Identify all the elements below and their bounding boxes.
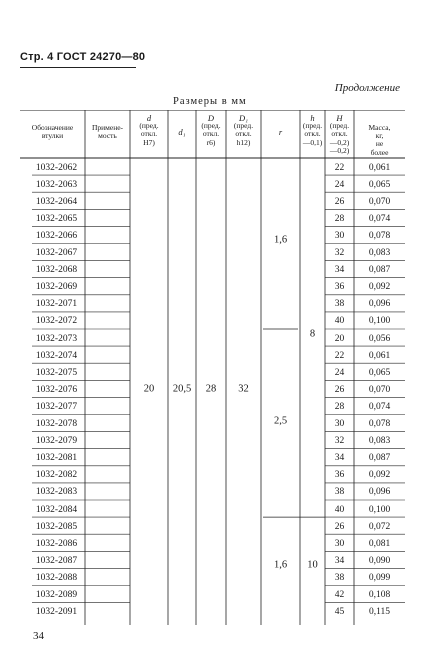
- row-designation: 1032-2082: [35, 470, 78, 481]
- row-designation: 1032-2069: [35, 282, 78, 293]
- row-height-H: 36: [334, 470, 345, 481]
- header-rule: [20, 67, 136, 68]
- row-designation: 1032-2062: [35, 162, 78, 173]
- merged-h-group1: 8: [309, 328, 316, 340]
- merged-r-group1: 1,6: [273, 234, 288, 246]
- column-header: [234, 114, 253, 147]
- column-header: [330, 114, 349, 155]
- row-mass: 0,065: [368, 179, 391, 190]
- row-height-H: 26: [334, 384, 345, 395]
- row-mass: 0,100: [368, 316, 391, 327]
- row-mass: 0,108: [368, 590, 391, 601]
- continued-label: Продолжение: [334, 82, 400, 94]
- row-mass: 0,065: [368, 367, 391, 378]
- column-header-symbol: r: [278, 127, 283, 137]
- row-height-H: 22: [334, 350, 345, 361]
- row-mass: 0,096: [368, 487, 391, 498]
- column-header-line: (пред.: [302, 121, 323, 131]
- row-designation: 1032-2075: [35, 367, 78, 378]
- row-height-H: 36: [334, 282, 345, 293]
- row-designation: 1032-2067: [35, 248, 78, 259]
- row-height-H: 40: [334, 504, 345, 515]
- sizes-caption: Размеры в мм: [173, 96, 247, 107]
- row-mass: 0,081: [368, 538, 391, 549]
- column-header-line: r6): [206, 137, 216, 147]
- row-mass: 0,115: [368, 607, 391, 618]
- column-header: [201, 114, 220, 147]
- column-header: [32, 124, 73, 140]
- column-header-symbol: h: [310, 113, 315, 123]
- column-header-line: мость: [98, 131, 117, 141]
- row-designation: 1032-2079: [35, 436, 78, 447]
- row-designation: 1032-2077: [35, 401, 78, 412]
- column-header-line: —0,2): [329, 145, 350, 155]
- row-mass: 0,083: [368, 436, 391, 447]
- row-designation: 1032-2083: [35, 487, 78, 498]
- row-height-H: 32: [334, 436, 345, 447]
- row-designation: 1032-2084: [35, 504, 78, 515]
- merged-D1: 32: [238, 383, 249, 395]
- row-mass: 0,070: [368, 384, 391, 395]
- column-header: [139, 114, 158, 147]
- row-designation: 1032-2087: [35, 555, 78, 566]
- merged-d: 20: [143, 383, 155, 395]
- page-number: 34: [33, 630, 44, 642]
- dimensions-table: [20, 110, 405, 625]
- row-designation: 1032-2064: [35, 196, 78, 207]
- row-height-H: 26: [334, 521, 345, 532]
- row-designation: 1032-2076: [35, 384, 78, 395]
- row-mass: 0,096: [368, 299, 391, 310]
- row-mass: 0,078: [368, 419, 391, 430]
- column-header-line: откл.: [331, 129, 348, 139]
- row-mass: 0,061: [368, 162, 391, 173]
- row-mass: 0,083: [368, 248, 391, 259]
- column-header-line: —0,2): [329, 137, 350, 147]
- column-header-line: Обозначение: [31, 123, 74, 132]
- row-height-H: 40: [334, 316, 345, 327]
- column-header-symbol: D: [207, 113, 215, 123]
- row-designation: 1032-2085: [35, 521, 78, 532]
- row-mass: 0,090: [368, 555, 391, 566]
- row-designation: 1032-2068: [35, 265, 78, 276]
- row-mass: 0,092: [368, 282, 391, 293]
- row-height-H: 22: [334, 162, 345, 173]
- row-designation: 1032-2086: [35, 538, 78, 549]
- row-height-H: 38: [334, 299, 345, 310]
- merged-r-group2: 2,5: [273, 415, 288, 427]
- row-mass: 0,099: [368, 572, 391, 583]
- column-header-line: (пред.: [329, 121, 350, 131]
- row-mass: 0,061: [368, 350, 391, 361]
- column-header-line: h12): [236, 137, 251, 147]
- row-height-H: 24: [334, 367, 345, 378]
- page-header: Стр. 4 ГОСТ 24270—80: [20, 51, 146, 63]
- column-header-symbol: D₁: [238, 113, 249, 123]
- column-header-line: (пред.: [233, 121, 254, 131]
- row-height-H: 32: [334, 248, 345, 259]
- row-designation: 1032-2071: [35, 299, 78, 310]
- column-header: [367, 124, 393, 157]
- row-height-H: 34: [334, 453, 345, 464]
- row-height-H: 30: [334, 419, 345, 430]
- merged-d1: 20,5: [172, 383, 192, 395]
- row-designation: 1032-2072: [35, 316, 78, 327]
- column-header: [92, 124, 123, 140]
- column-header-line: откл.: [304, 129, 321, 139]
- row-height-H: 28: [334, 401, 345, 412]
- column-header-line: Масса, кг,: [368, 123, 391, 141]
- row-designation: 1032-2091: [35, 607, 78, 618]
- column-header-line: H7): [143, 137, 155, 147]
- row-designation: 1032-2081: [35, 453, 78, 464]
- row-mass: 0,078: [368, 230, 391, 241]
- column-header-line: (пред.: [139, 121, 159, 131]
- row-mass: 0,070: [368, 196, 391, 207]
- row-height-H: 24: [334, 179, 345, 190]
- row-height-H: 42: [334, 590, 345, 601]
- column-header-symbol: d₁: [178, 127, 186, 137]
- row-height-H: 26: [334, 196, 345, 207]
- row-designation: 1032-2089: [35, 590, 78, 601]
- merged-D: 28: [205, 383, 217, 395]
- row-mass: 0,100: [368, 504, 391, 515]
- row-height-H: 28: [334, 213, 345, 224]
- column-header-line: откл.: [235, 129, 252, 139]
- row-height-H: 30: [334, 538, 345, 549]
- row-designation: 1032-2074: [35, 350, 78, 361]
- table-grid: [20, 110, 405, 625]
- merged-r-group3: 1,6: [273, 559, 288, 571]
- column-header-line: откл.: [140, 129, 158, 139]
- row-mass: 0,056: [368, 333, 391, 344]
- column-header-symbol: H: [336, 113, 343, 123]
- row-designation: 1032-2063: [35, 179, 78, 190]
- row-mass: 0,087: [368, 453, 391, 464]
- row-height-H: 38: [334, 487, 345, 498]
- column-header: [303, 114, 322, 147]
- row-designation: 1032-2088: [35, 572, 78, 583]
- row-designation: 1032-2066: [35, 230, 78, 241]
- row-height-H: 34: [334, 265, 345, 276]
- row-designation: 1032-2078: [35, 419, 78, 430]
- row-mass: 0,072: [368, 521, 391, 532]
- row-designation: 1032-2065: [35, 213, 78, 224]
- row-mass: 0,074: [368, 213, 391, 224]
- row-height-H: 34: [334, 555, 345, 566]
- column-header-line: (пред.: [201, 121, 221, 131]
- column-header: [178, 128, 185, 136]
- column-header: [279, 128, 282, 136]
- row-designation: 1032-2073: [35, 333, 78, 344]
- row-mass: 0,087: [368, 265, 391, 276]
- row-height-H: 45: [334, 607, 345, 618]
- row-height-H: 38: [334, 572, 345, 583]
- column-header-line: —0,1): [302, 137, 323, 147]
- row-mass: 0,092: [368, 470, 391, 481]
- merged-h-group2: 10: [307, 559, 318, 571]
- column-header-line: Примене-: [91, 123, 124, 132]
- column-header-line: откл.: [202, 129, 220, 139]
- row-mass: 0,074: [368, 401, 391, 412]
- column-header-line: не более: [370, 139, 389, 157]
- column-header-line: втулки: [41, 131, 64, 141]
- row-height-H: 20: [334, 333, 345, 344]
- column-header-symbol: d: [146, 113, 152, 123]
- row-height-H: 30: [334, 230, 345, 241]
